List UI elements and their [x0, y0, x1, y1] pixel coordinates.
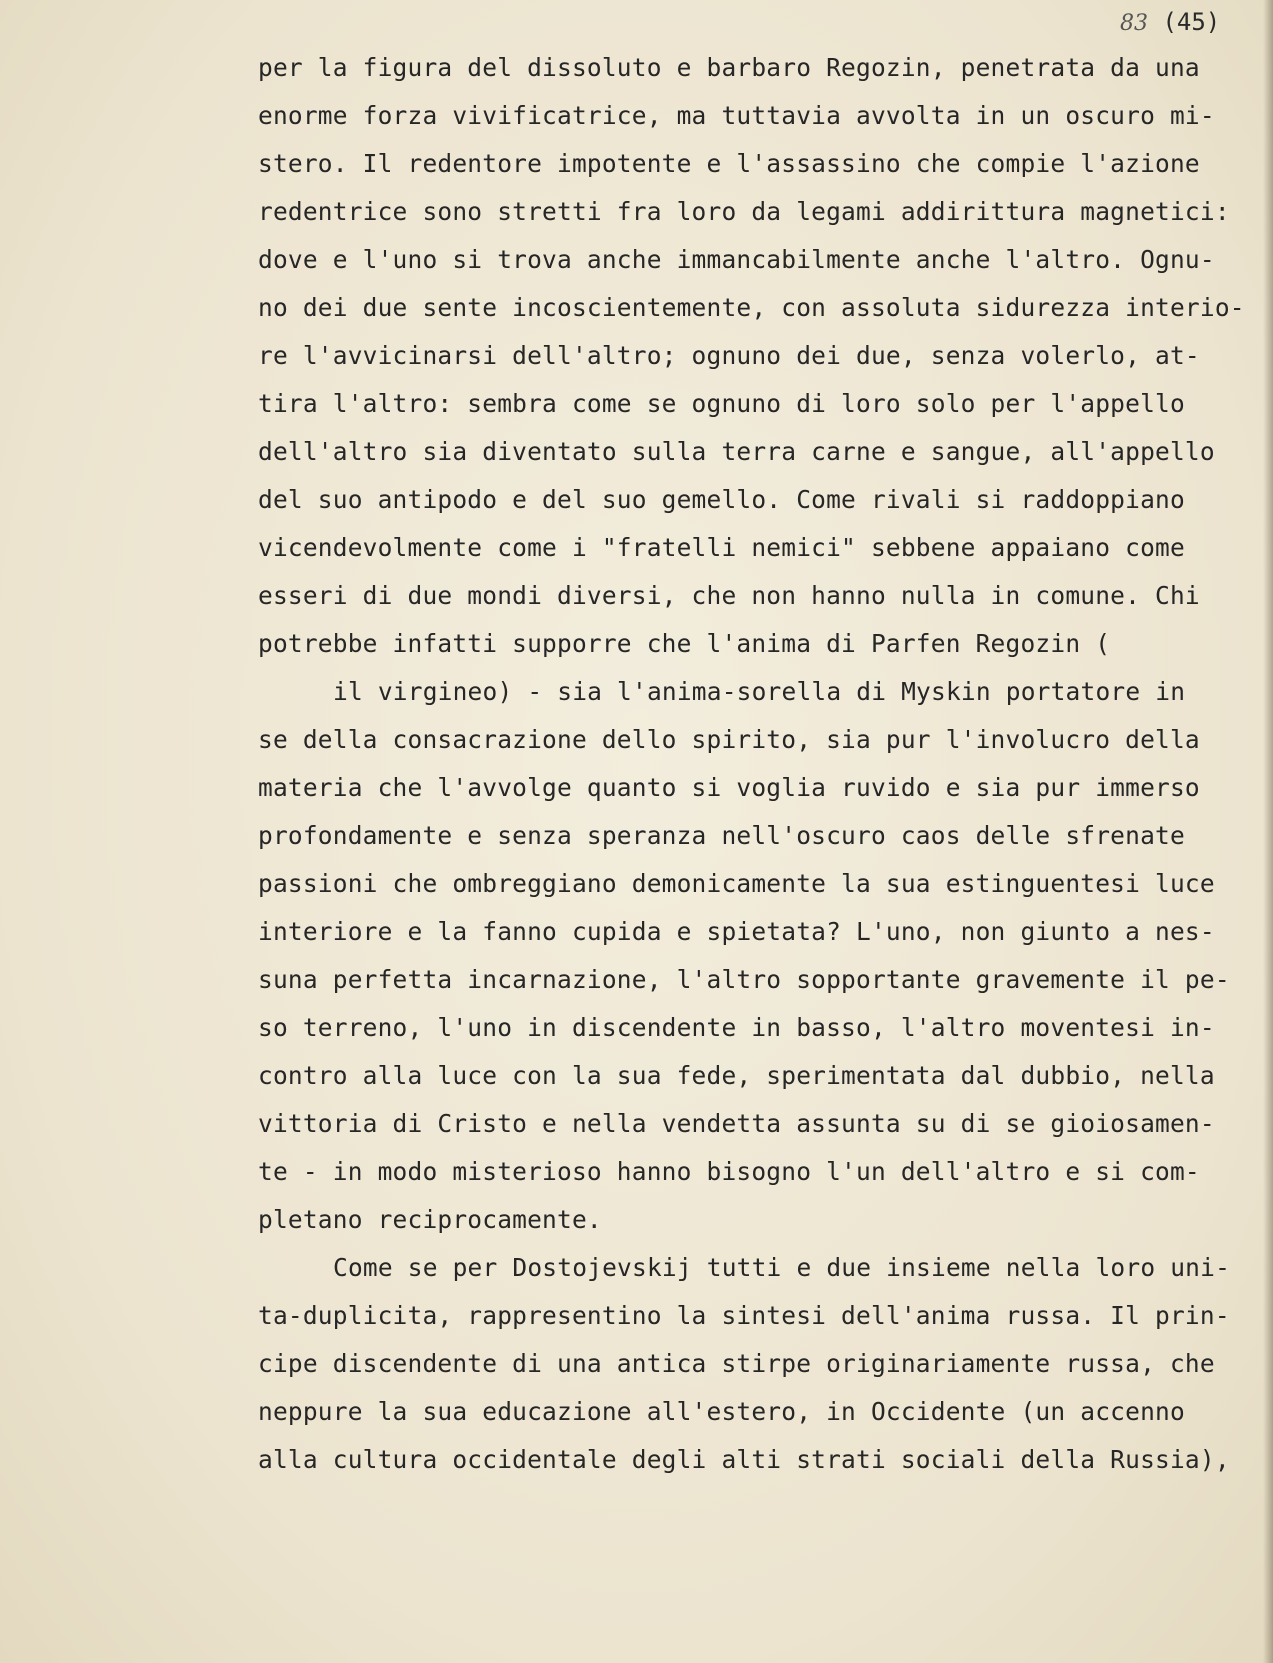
- text-line: pletano reciprocamente.: [258, 1205, 602, 1234]
- text-line: neppure la sua educazione all'estero, in Occidente (un accenno: [258, 1397, 1185, 1426]
- text-line: passioni che ombreggiano demonicamente la sua estinguentesi luce: [258, 869, 1215, 898]
- text-line: redentrice sono stretti fra loro da legami addirittura magnetici:: [258, 197, 1230, 226]
- archival-page-number: 83: [1120, 11, 1148, 36]
- text-line: so terreno, l'uno in discendente in basso, l'altro moventesi in-: [258, 1013, 1215, 1042]
- page-edge-shadow: [1263, 0, 1273, 1663]
- text-line: il virgineo) - sia l'anima-sorella di Myskin portatore in: [333, 677, 1186, 706]
- text-line: dell'altro sia diventato sulla terra carne e sangue, all'appello: [258, 437, 1215, 466]
- text-line: esseri di due mondi diversi, che non hanno nulla in comune. Chi: [258, 581, 1200, 610]
- typed-page-number: (45): [1162, 8, 1221, 36]
- text-line: suna perfetta incarnazione, l'altro sopportante gravemente il pe-: [258, 965, 1230, 994]
- text-line: vittoria di Cristo e nella vendetta assunta su di se gioiosamen-: [258, 1109, 1215, 1138]
- text-line: vicendevolmente come i "fratelli nemici" sebbene appaiano come: [258, 533, 1185, 562]
- text-line: cipe discendente di una antica stirpe originariamente russa, che: [258, 1349, 1215, 1378]
- text-line: contro alla luce con la sua fede, sperimentata dal dubbio, nella: [258, 1061, 1215, 1090]
- text-line: te - in modo misterioso hanno bisogno l'un dell'altro e si com-: [258, 1157, 1200, 1186]
- text-line: no dei due sente incoscientemente, con assoluta sidurezza interio-: [258, 293, 1245, 322]
- text-line: profondamente e senza speranza nell'oscuro caos delle sfrenate: [258, 821, 1185, 850]
- text-line: tira l'altro: sembra come se ognuno di loro solo per l'appello: [258, 389, 1185, 418]
- text-line: materia che l'avvolge quanto si voglia ruvido e sia pur immerso: [258, 773, 1200, 802]
- page-number: [1120, 8, 1220, 36]
- text-line: dove e l'uno si trova anche immancabilmente anche l'altro. Ognu-: [258, 245, 1215, 274]
- text-line: ta-duplicita, rappresentino la sintesi dell'anima russa. Il prin-: [258, 1301, 1230, 1330]
- text-line: re l'avvicinarsi dell'altro; ognuno dei due, senza volerlo, at-: [258, 341, 1200, 370]
- text-line: Come se per Dostojevskij tutti e due insieme nella loro uni-: [333, 1253, 1231, 1282]
- text-line: interiore e la fanno cupida e spietata? L'uno, non giunto a nes-: [258, 917, 1215, 946]
- text-line: alla cultura occidentale degli alti strati sociali della Russia),: [258, 1445, 1230, 1474]
- text-line: del suo antipodo e del suo gemello. Come rivali si raddoppiano: [258, 485, 1185, 514]
- text-line: per la figura del dissoluto e barbaro Regozin, penetrata da una: [258, 53, 1200, 82]
- text-line: stero. Il redentore impotente e l'assassino che compie l'azione: [258, 149, 1200, 178]
- text-line: se della consacrazione dello spirito, sia pur l'involucro della: [258, 725, 1200, 754]
- text-line: enorme forza vivificatrice, ma tuttavia avvolta in un oscuro mi-: [258, 101, 1215, 130]
- text-line: potrebbe infatti supporre che l'anima di Parfen Regozin (: [258, 629, 1111, 658]
